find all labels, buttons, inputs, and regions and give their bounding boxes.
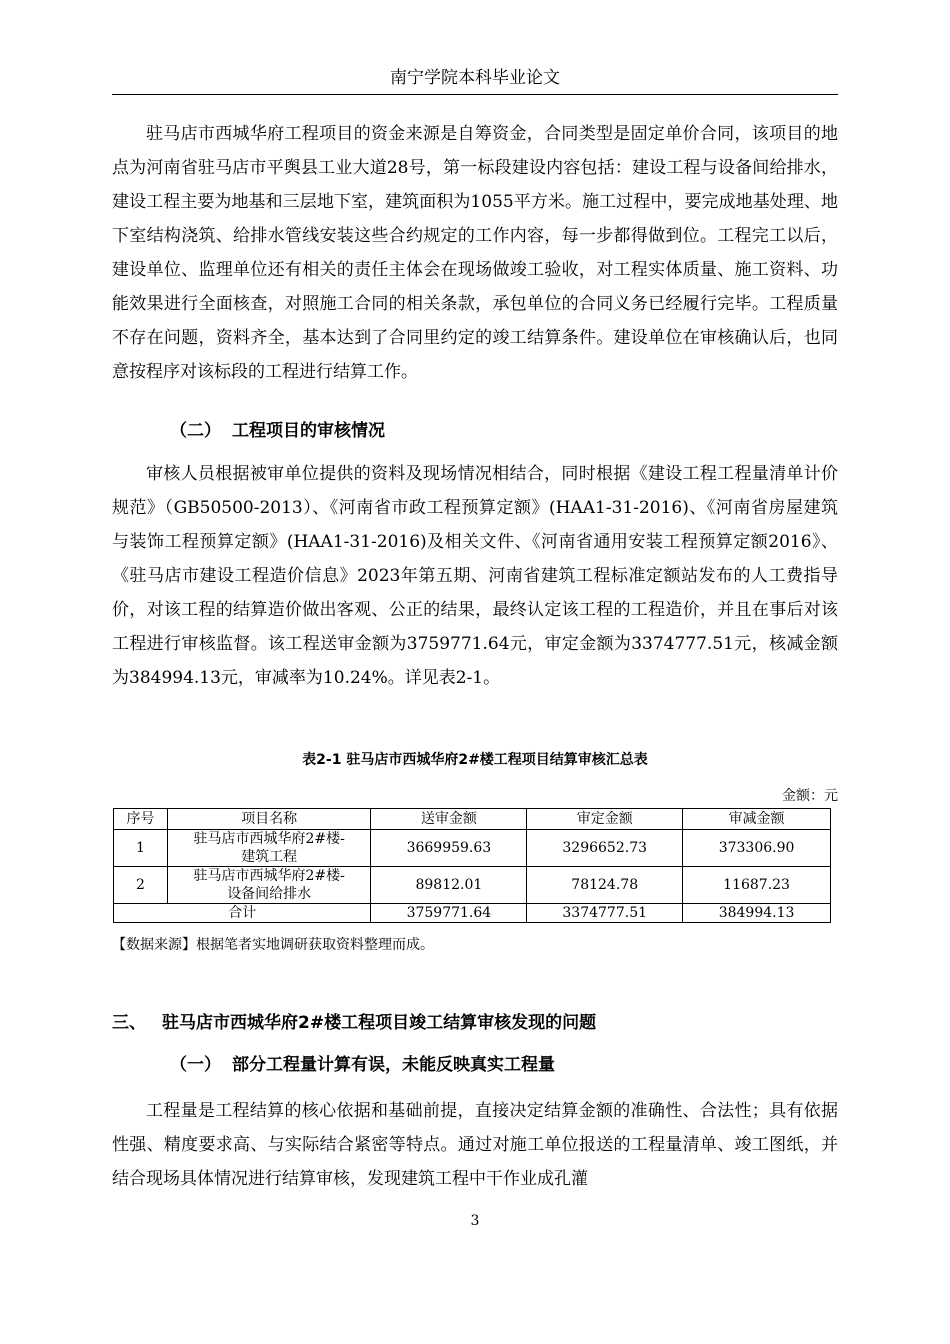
table-total-row [114, 904, 831, 923]
cell-no: 2 [114, 867, 168, 904]
header-approved: 审定金额 [527, 809, 683, 830]
cell-reduced: 11687.23 [683, 867, 831, 904]
header-rule [112, 94, 838, 95]
cell-submitted: 3669959.63 [371, 830, 527, 867]
section-heading-text: 工程项目的审核情况 [232, 421, 385, 441]
cell-name-line2: 建筑工程 [241, 849, 298, 865]
cell-no: 1 [114, 830, 168, 867]
section-heading-quantity-errors [170, 1050, 555, 1080]
header-submitted: 送审金额 [371, 809, 527, 830]
cell-name [167, 830, 371, 867]
page-header: 南宁学院本科毕业论文 [390, 68, 560, 88]
section-heading-text: 部分工程量计算有误，未能反映真实工程量 [232, 1055, 555, 1075]
chapter-heading-text: 驻马店市西城华府2#楼工程项目竣工结算审核发现的问题 [162, 1013, 597, 1033]
cell-approved: 3296652.73 [527, 830, 683, 867]
cell-total-submitted: 3759771.64 [371, 904, 527, 923]
header-no: 序号 [114, 809, 168, 830]
cell-submitted: 89812.01 [371, 867, 527, 904]
header-name: 项目名称 [167, 809, 371, 830]
table-row [114, 867, 831, 904]
table-row [114, 830, 831, 867]
cell-approved: 78124.78 [527, 867, 683, 904]
cell-name-line1: 驻马店市西城华府2#楼- [193, 868, 345, 884]
cell-name-line2: 设备间给排水 [227, 886, 312, 902]
page-number: 3 [470, 1213, 480, 1229]
cell-total-approved: 3374777.51 [527, 904, 683, 923]
table-unit: 金额：元 [782, 788, 838, 804]
cell-reduced: 373306.90 [683, 830, 831, 867]
paragraph-quantity-basis: 工程量是工程结算的核心依据和基础前提，直接决定结算金额的准确性、合法性；具有依据性强、精度要求高、与实际结合紧密等特点。通过对施工单位报送的工程量清单、竣工图纸，并结合现场具体情况进行结算审核，发现建筑工程中干作业成孔灌 [112, 1101, 838, 1189]
paragraph-audit-basis: 审核人员根据被审单位提供的资料及现场情况相结合，同时根据《建设工程工程量清单计价规范》（GB50500-2013）、《河南省市政工程预算定额》(HAA1-31-2016)、《河南省房屋建筑与装饰工程预算定额》(HAA1-31-2016)及相关文件、《河南省通用安装工程预算定额2016》、《驻马店市建设工程造价信息》2023年第五期、河南省建筑工程标准定额站发布的人工费指导价，对该工程的结算造价做出客观、公正的结果，最终认定该工程的工程造价，并且在事后对该工程进行审核监督。该工程送审金额为3759771.64元，审定金额为3374777.51元，核减金额为384994.13元，审减率为10.24%。详见表2-1。 [112, 464, 838, 688]
chapter-heading-number: 三、 [112, 1013, 146, 1033]
cell-name [167, 867, 371, 904]
cell-name-line1: 驻马店市西城华府2#楼- [193, 831, 345, 847]
section-heading-number: （一） [170, 1055, 221, 1075]
cell-total-label: 合计 [114, 904, 371, 923]
table-caption: 表2-1 驻马店市西城华府2#楼工程项目结算审核汇总表 [302, 752, 648, 768]
audit-summary-table [113, 808, 831, 923]
header-reduced: 审减金额 [683, 809, 831, 830]
table-header-row [114, 809, 831, 830]
chapter-heading-problems [112, 1008, 596, 1038]
table-source-note: 【数据来源】根据笔者实地调研获取资料整理而成。 [112, 937, 434, 953]
section-heading-number: （二） [170, 421, 221, 441]
paragraph-project-overview: 驻马店市西城华府工程项目的资金来源是自筹资金，合同类型是固定单价合同，该项目的地点为河南省驻马店市平舆县工业大道28号，第一标段建设内容包括：建设工程与设备间给排水，建设工程主要为地基和三层地下室，建筑面积为1055平方米。施工过程中，要完成地基处理、地下室结构浇筑、给排水管线安装这些合约规定的工作内容，每一步都得做到位。工程完工以后，建设单位、监理单位还有相关的责任主体会在现场做竣工验收，对工程实体质量、施工资料、功能效果进行全面核查，对照施工合同的相关条款，承包单位的合同义务已经履行完毕。工程质量不存在问题，资料齐全，基本达到了合同里约定的竣工结算条件。建设单位在审核确认后，也同意按程序对该标段的工程进行结算工作。 [112, 124, 838, 382]
section-heading-audit-status [170, 416, 385, 446]
cell-total-reduced: 384994.13 [683, 904, 831, 923]
